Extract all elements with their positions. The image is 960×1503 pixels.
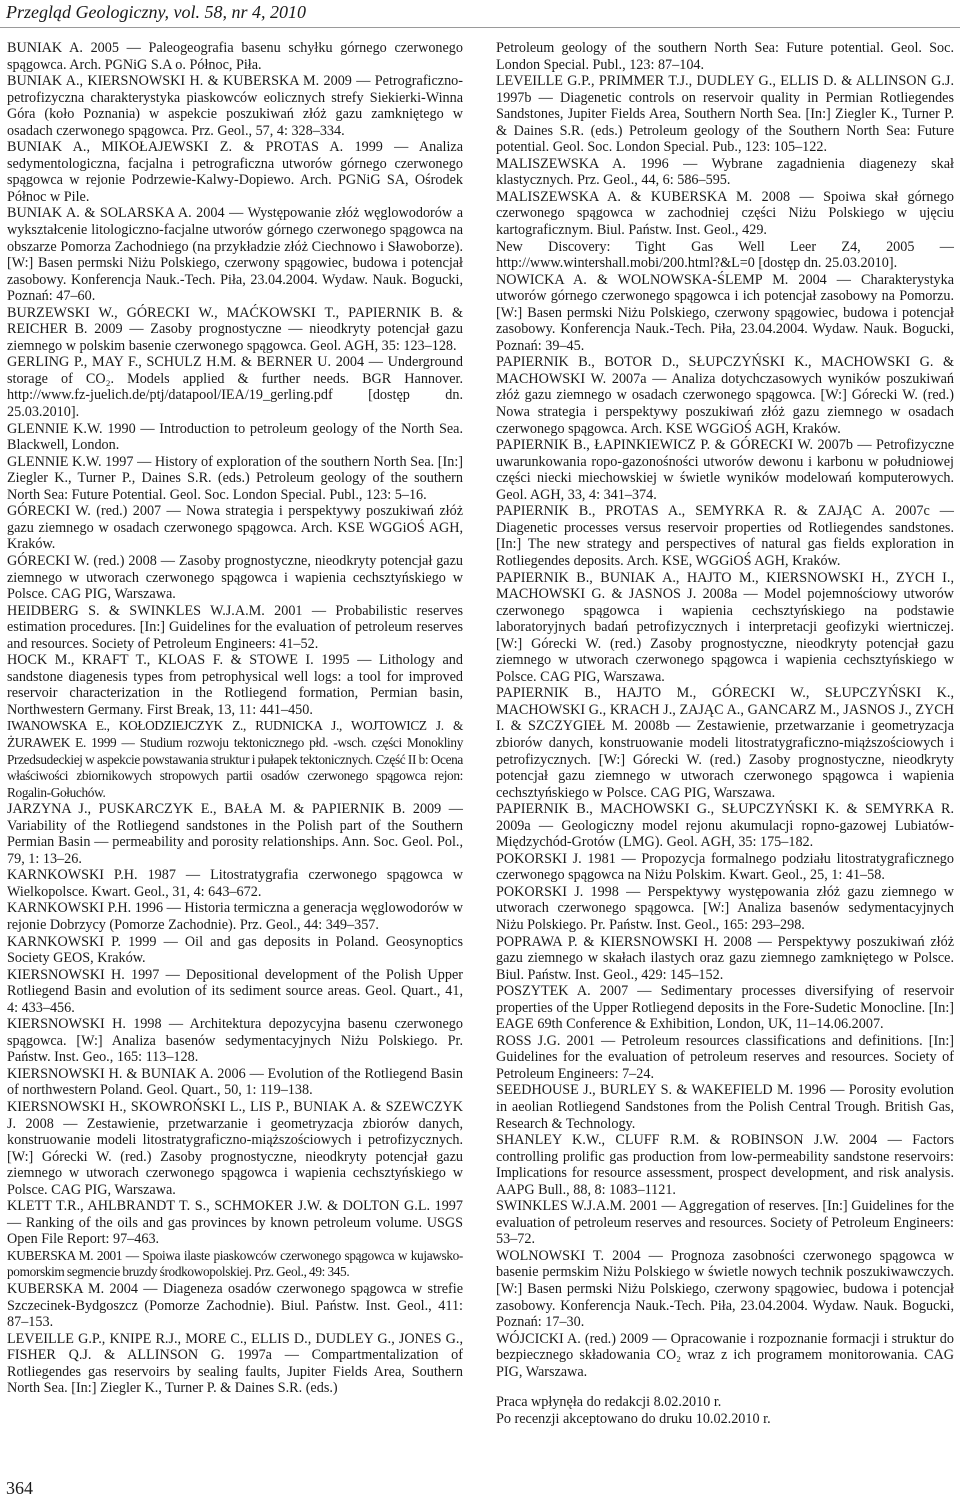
reference-entry: WÓJCICKI A. (red.) 2009 — Opracowanie i rozpoznanie formacji i struktur do bezpiecznego składowania CO₂ wraz z ich programem monitorowania. CAG PIG, Warszawa. [496,1330,954,1380]
reference-entry: HOCK M., KRAFT T., KLOAS F. & STOWE I. 1995 — Lithology and sandstone diagenesis types from petrophysical well logs: a tool for improved reservoir characterization in the Rotliegend formation, Permian basin, Northwestern Germany. First Break, 13, 11: 441–450. [7,652,463,718]
reference-entry: KLETT T.R., AHLBRANDT T. S., SCHMOKER J.W. & DOLTON G.L. 1997 — Ranking of the oils and gas provinces by known petroleum volume. USGS Open File Report: 97–463. [7,1198,463,1248]
reference-entry: POPRAWA P. & KIERSNOWSKI H. 2008 — Perspektywy poszukiwań złóż gazu ziemnego w skałach ilastych oraz gazu ziemnego zamkniętego w Polsce. Biul. Państw. Inst. Geol., 429: 145–152. [496,933,954,983]
received-date: Praca wpłynęła do redakcji 8.02.2010 r. [496,1394,722,1411]
reference-entry: LEVEILLE G.P., KNIPE R.J., MORE C., ELLIS D., DUDLEY G., JONES G., FISHER Q.J. & ALLINSON G. 1997a — Compartmentalization of Rotliegendes gas reservoirs by sealing faults, Jupiter Fields Area, Southern North Sea. [In:] Ziegler K., Turner P. & Daines S.R. (eds.) [7,1330,463,1397]
reference-entry: SEEDHOUSE J., BURLEY S. & WAKEFIELD M. 1996 — Porosity evolution in aeolian Rotliegend Sandstones from the Polish Central Trough. British Gas, Research & Technology. [496,1082,954,1132]
reference-entry: BUNIAK A., MIKOŁAJEWSKI Z. & PROTAS A. 1999 — Analiza sedymentologiczna, facjalna i petrograficzna utworów górnego czerwonego spągowca w rejonie Podrzewie-Kalwy-Dopiewo. Arch. PGNiG SA, Ośrodek Północ w Pile. [7,139,463,205]
reference-entry: KUBERSKA M. 2004 — Diageneza osadów czerwonego spągowca w strefie Szczecinek-Bydgoszcz (Pomorze Zachodnie). Biul. Państw. Inst. Geol., 411: 87–153. [7,1281,463,1331]
reference-entry: BUNIAK A. & SOLARSKA A. 2004 — Występowanie złóż węglowodorów a wykształcenie litologiczno-facjalne utworów górnego czerwonego spągowca na obszarze Pomorza Zachodniego (na przykładzie złóż Ciechnowo i Sławoborze). [W:] Basen permski Niżu Polskiego, czerwony spągowiec, budowa i potencjał zasobowy. Konferencja Nauk.-Tech. Piła, 23.04.2004. Wydaw. Nauk. Bogucki, Poznań: 47–60. [7,205,463,305]
reference-entry: PAPIERNIK B., BUNIAK A., HAJTO M., KIERSNOWSKI H., ZYCH I., MACHOWSKI G. & JASNOS J. 2008a — Model pojemnościowy utworów czerwonego spągowca i wapienia cechsztyńskiego na podstawie laboratoryjnych badań petrofizycznych i interpretacji geofizyki wiertniczej. [W:] Górecki W. (red.) Zasoby prognostyczne, nieodkryty potencjał gazu ziemnego w utworach czerwonego spągowca i wapienia cechsztyńskiego w Polsce. CAG PIG, Warszawa. [496,569,954,685]
reference-entry: NOWICKA A. & WOLNOWSKA-ŚLEMP M. 2004 — Charakterystyka utworów górnego czerwonego spągowca i ich potencjał zasobowy na Pomorzu. [W:] Basen permski Niżu Polskiego, czerwony spągowiec, budowa i potencjał zasobowy. Konferencja Nauk.-Tech. Piła, 23.04.2004. Wydaw. Nauk. Bogucki, Poznań: 39–45. [496,271,954,354]
reference-entry: GLENNIE K.W. 1990 — Introduction to petroleum geology of the North Sea. Blackwell, London. [7,420,463,454]
reference-entry: KIERSNOWSKI H. 1997 — Depositional development of the Polish Upper Rotliegend Basin and evolution of its sediment source areas. Geol. Quart., 41, 4: 433–456. [7,966,463,1016]
references-left-column [7,40,463,1397]
reference-entry: New Discovery: Tight Gas Well Leer Z4, 2005 — http://www.wintershall.mobi/200.html?&L=0 [dostęp dn. 25.03.2010]. [496,238,954,272]
reference-entry: MALISZEWSKA A. 1996 — Wybrane zagadnienia diagenezy skał klastycznych. Prz. Geol., 44, 6: 586–595. [496,155,954,189]
reference-entry: GÓRECKI W. (red.) 2007 — Nowa strategia i perspektywy poszukiwań złóż gazu ziemnego w osadach czerwonego spągowca. Arch. KSE WGGiOŚ AGH, Kraków. [7,503,463,553]
reference-entry: KARNKOWSKI P.H. 1987 — Litostratygrafia czerwonego spągowca w Wielkopolsce. Kwart. Geol., 31, 4: 643–672. [7,867,463,900]
reference-entry: KIERSNOWSKI H. & BUNIAK A. 2006 — Evolution of the Rotliegend Basin of northwestern Poland. Geol. Quart., 50, 1: 119–138. [7,1065,463,1099]
reference-entry: HEIDBERG S. & SWINKLES W.J.A.M. 2001 — Probabilistic reserves estimation procedures. [In:] Guidelines for the evaluation of petroleum reserves and resources. Society of Petroleum Engineers: 41–52. [7,602,463,652]
reference-entry: GERLING P., MAY F., SCHULZ H.M. & BERNER U. 2004 — Underground storage of CO₂. Models applied & further needs. BGR Hannover. http://www.fz-juelich.de/ptj/datapool/IEA/19_gerling.pdf [dostęp dn. 25.03.2010]. [7,354,463,421]
accepted-date: Po recenzji akceptowano do druku 10.02.2010 r. [496,1410,771,1427]
reference-entry: SHANLEY K.W., CLUFF R.M. & ROBINSON J.W. 2004 — Factors controlling prolific gas production from low-permeability sandstone reservoirs: Implications for resource assessment, prospect development, and risk analysis. AAPG Bull., 88, 8: 1083–1121. [496,1132,954,1198]
reference-entry: SWINKLES W.J.A.M. 2001 — Aggregation of reserves. [In:] Guidelines for the evaluation of petroleum reserves and resources. Society of Petroleum Engineers: 53–72. [496,1198,954,1248]
header-rule [0,27,960,28]
reference-entry: KIERSNOWSKI H., SKOWROŃSKI L., LIS P., BUNIAK A. & SZEWCZYK J. 2008 — Zestawienie, przetwarzanie i geometryzacja zbiorów danych, konstruowanie modeli litostratygraficzno-miąższościowych i petrofizycznych. [W:] Górecki W. (red.) Zasoby prognostyczne, nieodkryty potencjał gazu ziemnego w utworach czerwonego spągowca i wapienia cechsztyńskiego w Polsce. CAG PIG, Warszawa. [7,1099,463,1198]
reference-entry: POKORSKI J. 1998 — Perspektywy występowania złóż gazu ziemnego w utworach czerwonego spągowca. [W:] Analiza basenów sedymentacyjnych Niżu Polskiego. Pr. Państw. Inst. Geol., 165: 293–298. [496,883,954,933]
journal-header: Przegląd Geologiczny, vol. 58, nr 4, 2010 [6,2,306,22]
reference-entry: PAPIERNIK B., ŁAPINKIEWICZ P. & GÓRECKI W. 2007b — Petrofizyczne uwarunkowania ropo-gazonośności utworów dewonu i karbonu w południowej części niecki miechowskiej w świetle wyników modelowań komputerowych. Geol. AGH, 33, 4: 341–374. [496,437,954,503]
reference-entry: GÓRECKI W. (red.) 2008 — Zasoby prognostyczne, nieodkryty potencjał gazu ziemnego w utworach czerwonego spągowca i wapienia cechsztyńskiego w Polsce. CAG PIG, Warszawa. [7,552,463,603]
submission-note [496,1394,954,1427]
reference-entry: LEVEILLE G.P., PRIMMER T.J., DUDLEY G., ELLIS D. & ALLINSON G.J. 1997b — Diagenetic controls on reservoir quality in Permian Rotliegendes Sandstones, Jupiter Fields Area, Southern North Sea. [In:] Ziegler K., Turner P. & Daines S.R. (eds.) Petroleum geology of the Southern North Sea: Future potential. Geol. Soc. London Special. Pub., 123: 105–122. [496,73,954,156]
page-number: 364 [6,1478,33,1498]
reference-entry: MALISZEWSKA A. & KUBERSKA M. 2008 — Spoiwa skał górnego czerwonego spągowca w zachodniej części Niżu Polskiego w ujęciu kartograficznym. Biul. Państw. Inst. Geol., 429. [496,188,954,239]
reference-entry: BURZEWSKI W., GÓRECKI W., MAĆKOWSKI T., PAPIERNIK B. & REICHER B. 2009 — Zasoby prognostyczne — nieodkryty potencjał gazu ziemnego w polskim basenie czerwonego spągowca. Geol. AGH, 35: 123–128. [7,304,463,354]
references-right-column [496,40,954,1427]
reference-entry: POKORSKI J. 1981 — Propozycja formalnego podziału litostratygraficznego czerwonego spągowca na Niżu Polskim. Kwart. Geol., 25, 1: 41–58. [496,850,954,884]
reference-entry: BUNIAK A., KIERSNOWSKI H. & KUBERSKA M. 2009 — Petrograficzno-petrofizyczna charakterystyka piaskowców eolicznych strefy Siekierki-Winna Góra (koło Poznania) w aspekcie poszukiwań złóż gazu zamkniętego w osadach czerwonego spągowca. Prz. Geol., 57, 4: 328–334. [7,73,463,139]
reference-entry: GLENNIE K.W. 1997 — History of exploration of the southern North Sea. [In:] Ziegler K., Turner P., Daines S.R. (eds.) Petroleum geology of the southern North Sea: Future Potential. Geol. Soc. London Special. Publ., 123: 5–16. [7,453,463,503]
reference-entry: Petroleum geology of the southern North Sea: Future potential. Geol. Soc. London Special. Publ., 123: 87–104. [496,40,954,73]
reference-entry: KARNKOWSKI P. 1999 — Oil and gas deposits in Poland. Geosynoptics Society GEOS, Kraków. [7,933,463,967]
reference-entry: KUBERSKA M. 2001 — Spoiwa ilaste piaskowców czerwonego spągowca w kujawsko-pomorskim segmencie bruzdy środkowopolskiej. Prz. Geol., 49: 345. [7,1247,463,1280]
reference-entry: JARZYNA J., PUSKARCZYK E., BAŁA M. & PAPIERNIK B. 2009 — Variability of the Rotliegend sandstones in the Polish part of the Southern Permian Basin — permeability and porosity relationships. Ann. Soc. Geol. Pol., 79, 1: 13–26. [7,801,463,867]
reference-entry: WOLNOWSKI T. 2004 — Prognoza zasobności czerwonego spągowca w basenie permskim Niżu Polskiego w świetle nowych technik poszukiwawczych. [W:] Basen permski Niżu Polskiego, czerwony spągowiec, budowa i potencjał zasobowy. Konferencja Nauk.-Tech. Piła, 23.04.2004. Wydaw. Nauk. Bogucki, Poznań: 17–30. [496,1247,954,1331]
reference-entry: BUNIAK A. 2005 — Paleogeografia basenu schyłku górnego czerwonego spągowca. Arch. PGNiG S.A o. Północ, Piła. [7,40,463,73]
reference-entry: IWANOWSKA E., KOŁODZIEJCZYK Z., RUDNICKA J., WOJTOWICZ J. & ŻURAWEK E. 1999 — Studium rozwoju tektonicznego płd. -wsch. części Monokliny Przedsudeckiej w aspekcie powstawania struktur i pułapek tektonicznych. Część II b: Ocena właściwości zbiornikowych stropowych partii osadów czerwonego spągowca rejon: Rogalin-Gołuchów. [7,718,463,800]
reference-entry: KIERSNOWSKI H. 1998 — Architektura depozycyjna basenu czerwonego spągowca. [W:] Analiza basenów sedymentacyjnych Niżu Polskiego. Pr. Państw. Inst. Geo., 165: 113–128. [7,1016,463,1066]
reference-entry: PAPIERNIK B., HAJTO M., GÓRECKI W., SŁUPCZYŃSKI K., MACHOWSKI G., KRACH J., ZAJĄC A., GANCARZ M., JASNOS J., ZYCH I. & SZCZYGIEŁ M. 2008b — Zestawienie, przetwarzanie i geometryzacja zbiorów danych, konstruowanie modeli litostratygraficzno-miąższościowych i petrofizycznych. [W:] Górecki W. (red.) Zasoby prognostyczne, nieodkryty potencjał gazu ziemnego w utworach czerwonego spągowca i wapienia cechsztyńskiego w Polsce. CAG PIG, Warszawa. [496,685,954,801]
reference-entry: PAPIERNIK B., BOTOR D., SŁUPCZYŃSKI K., MACHOWSKI G. & MACHOWSKI W. 2007a — Analiza dotychczasowych wyników poszukiwań złóż gazu ziemnego w osadach czerwonego spągowca. [W:] Górecki W. (red.) Nowa strategia i perspektywy poszukiwań złóż gazu ziemnego w osadach czerwonego spągowca. Arch. KSE WGGiOŚ AGH, Kraków. [496,354,954,437]
reference-entry: PAPIERNIK B., MACHOWSKI G., SŁUPCZYŃSKI K. & SEMYRKA R. 2009a — Geologiczny model rejonu akumulacji ropno-gazowej Lubiatów-Międzychód-Grotów (LMG). Geol. AGH, 35: 175–182. [496,801,954,851]
reference-entry: PAPIERNIK B., PROTAS A., SEMYRKA R. & ZAJĄC A. 2007c — Diagenetic processes versus reservoir properties od Rotliegendes sandstones. [In:] The new strategy and perspectives of natural gas fields exploration in Rotliegendes deposits. Arch. KSE, WGGiOŚ AGH, Kraków. [496,503,954,569]
reference-entry: ROSS J.G. 2001 — Petroleum resources classifications and definitions. [In:] Guidelines for the evaluation of petroleum reserves and resources. Society of Petroleum Engineers: 7–24. [496,1032,954,1082]
reference-entry: POSZYTEK A. 2007 — Sedimentary processes diversifying of reservoir properties of the Upper Rotliegend deposits in the Fore-Sudetic Monocline. [In:] EAGE 69th Conference & Exhibition, London, UK, 11–14.06.2007. [496,983,954,1033]
reference-entry: KARNKOWSKI P.H. 1996 — Historia termiczna a generacja węglowodorów w rejonie Dobrzycy (Pomorze Zachodnie). Prz. Geol., 44: 349–357. [7,900,463,933]
